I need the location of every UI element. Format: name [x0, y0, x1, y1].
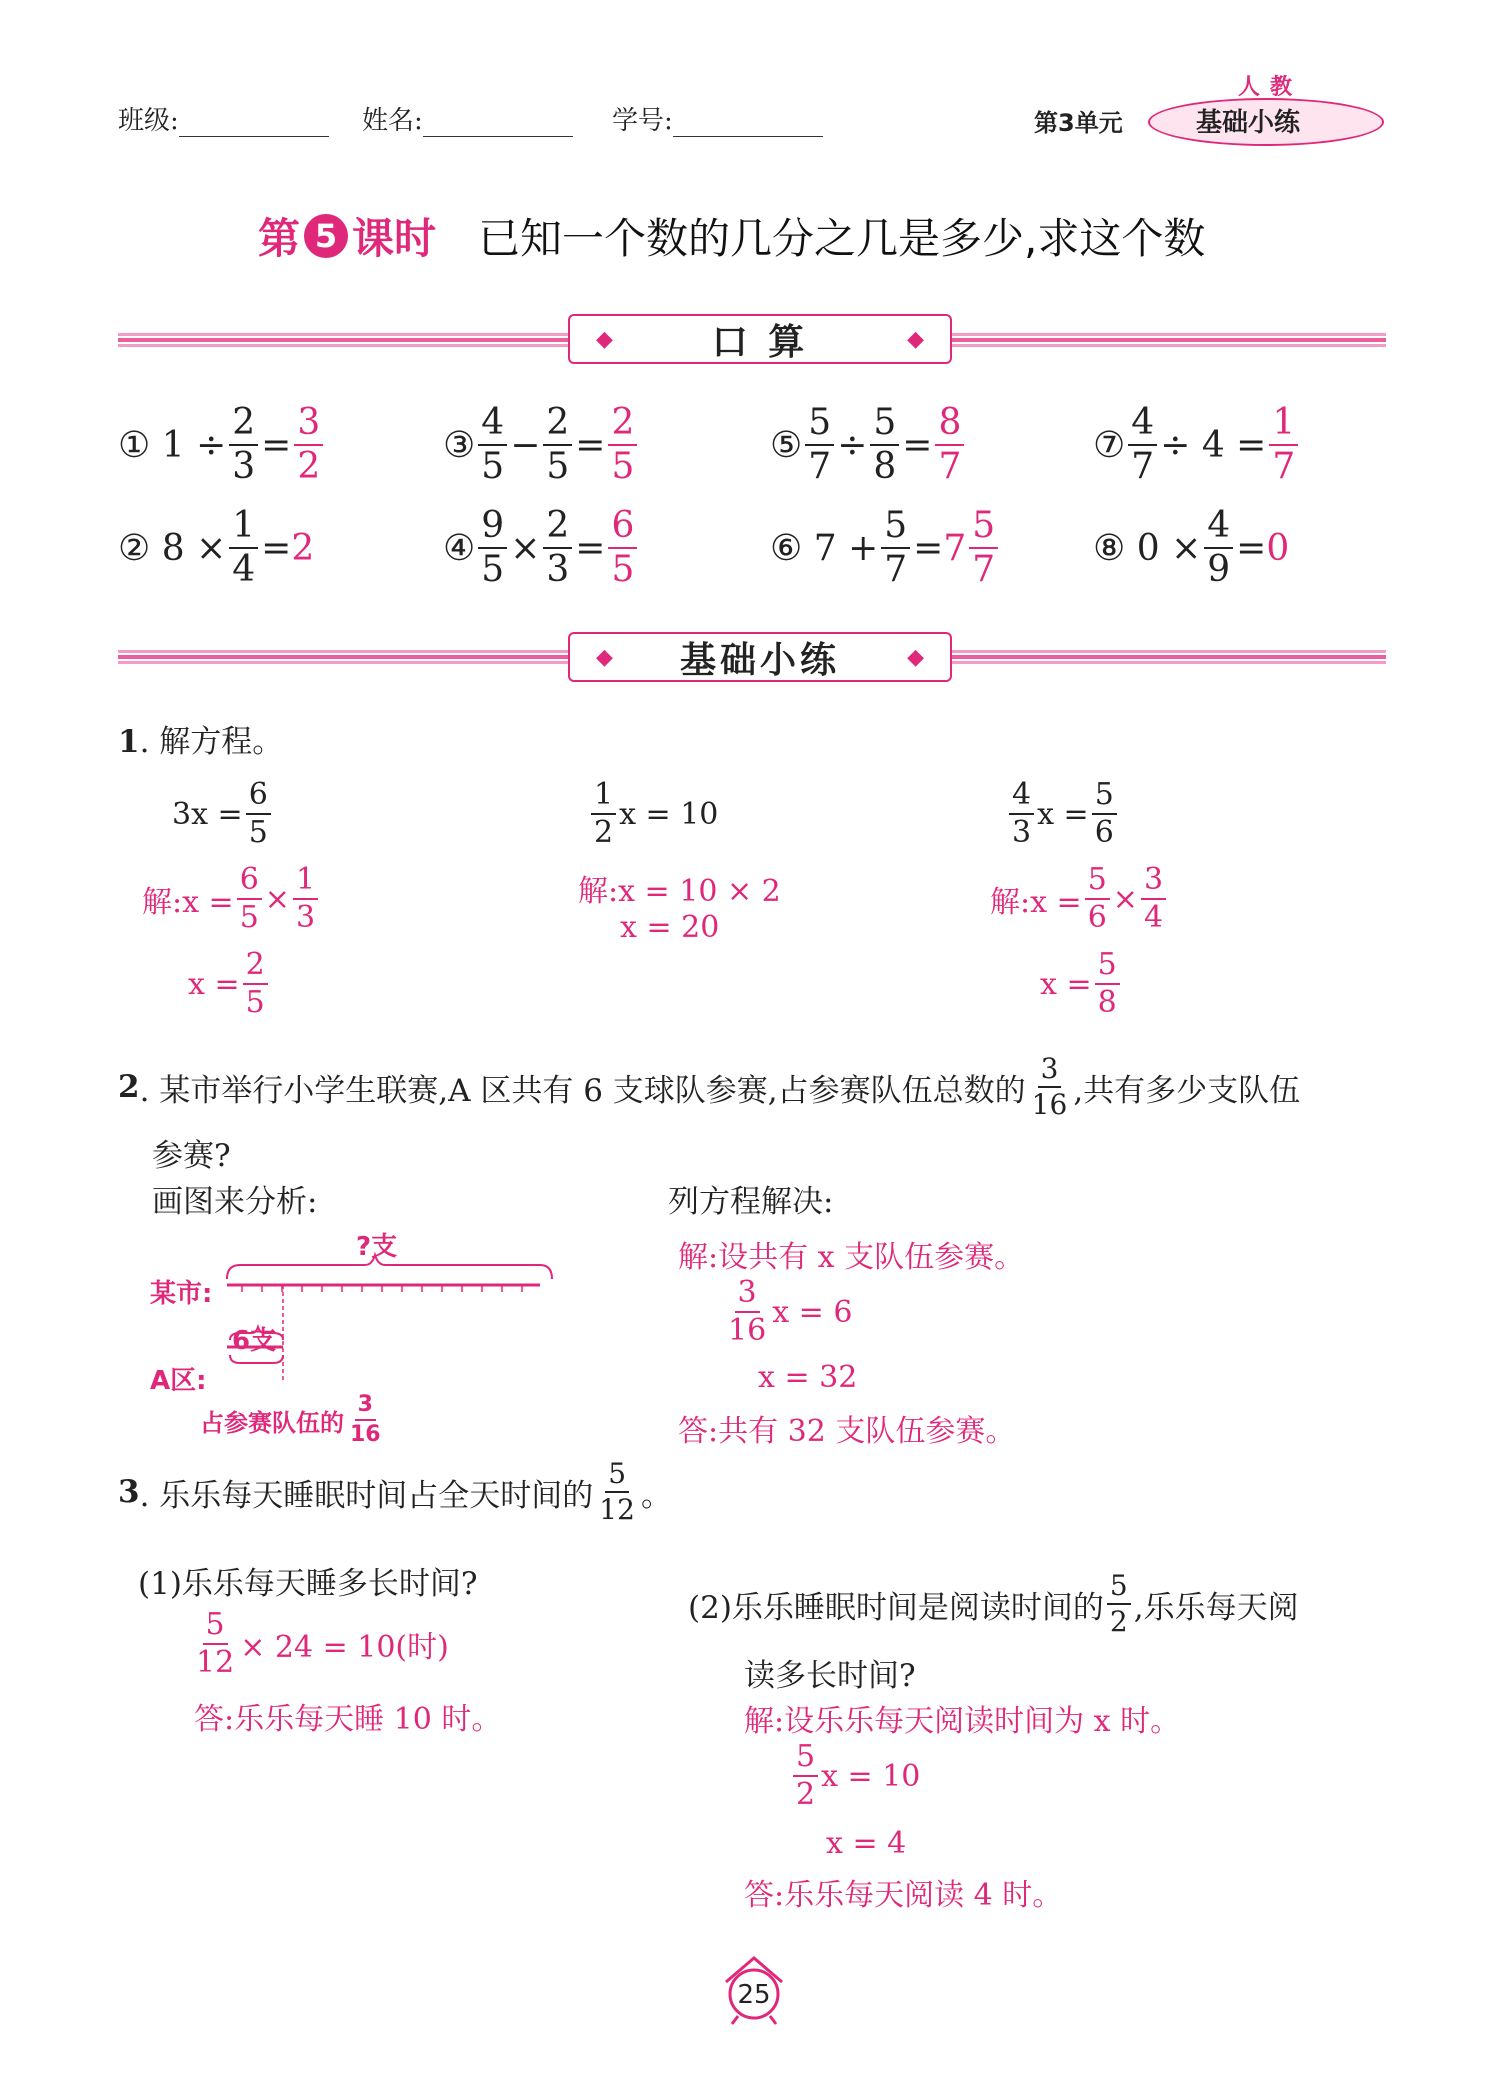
answer: $\frac{2}{5}$	[608, 405, 637, 485]
oral-item-2: ② 8 × $\frac{1}{4}$ = 2	[118, 505, 315, 590]
diamond-icon: ◆	[596, 326, 613, 352]
question-3-part-2: (2)乐乐睡眠时间是阅读时间的 $\frac{5}{2}$ ,乐乐每天阅	[688, 1569, 1299, 1638]
oral-item-4: ④ $\frac{9}{5}$ × $\frac{2}{3}$ = $\frac{6}{5}$	[443, 508, 640, 588]
oral-item-3: ③ $\frac{4}{5}$ − $\frac{2}{5}$ = $\frac{2}{5}$	[443, 405, 640, 485]
answer: $\frac{1}{7}$	[1269, 405, 1298, 485]
q3-part-2-answer: 答:乐乐每天阅读 4 时。	[744, 1878, 1063, 1913]
answer: 2	[291, 527, 315, 569]
equation-3-result: x = $\frac{5}{8}$	[1040, 950, 1123, 1018]
lesson-heading: 第 5 课时 已知一个数的几分之几是多少,求这个数	[258, 206, 1205, 266]
answer: $\frac{5}{7}$	[969, 508, 998, 588]
question-2: 2 . 某市举行小学生联赛,A 区共有 6 支球队参赛,占参赛队伍总数的 $\frac{3}{16}$ ,共有多少支队伍	[118, 1052, 1301, 1121]
section-oral-header: ◆ 口 算 ◆	[568, 314, 952, 364]
answer: 0	[1266, 527, 1290, 569]
q3-part-2-result: x = 4	[826, 1826, 907, 1861]
name-field: 姓名:	[362, 100, 573, 137]
oral-item-5: ⑤ $\frac{5}{7}$ ÷ $\frac{5}{8}$ = $\frac{8}{7}$	[770, 405, 967, 485]
answer: $\frac{8}{7}$	[935, 405, 964, 485]
answer: $\frac{6}{5}$	[608, 508, 637, 588]
q2-solution-setup: 解:设共有 x 支队伍参赛。	[678, 1240, 1025, 1275]
q2-answer: 答:共有 32 支队伍参赛。	[678, 1414, 1016, 1449]
equation-1: 3x = $\frac{6}{5}$	[172, 780, 274, 848]
q3-part-1-answer: 答:乐乐每天睡 10 时。	[194, 1702, 502, 1737]
q3-part-1-equation: $\frac{5}{12}$ × 24 = 10(时)	[196, 1607, 449, 1680]
class-field: 班级:	[118, 100, 329, 137]
q2-solution-equation: $\frac{3}{16}$ x = 6	[728, 1275, 853, 1348]
lesson-title: 已知一个数的几分之几是多少,求这个数	[478, 214, 1206, 263]
oral-item-6: ⑥ 7 + $\frac{5}{7}$ = 7 $\frac{5}{7}$	[770, 508, 1001, 588]
diagram-city-label: 某市:	[150, 1279, 213, 1309]
page-number: 25	[737, 1980, 771, 2010]
question-3: 3 . 乐乐每天睡眠时间占全天时间的 $\frac{5}{12}$ 。	[118, 1457, 672, 1526]
question-3-part-1: (1)乐乐每天睡多长时间?	[138, 1566, 478, 1602]
diagram-total-label: ?支	[356, 1232, 398, 1262]
oral-item-8: ⑧ 0 × $\frac{4}{9}$ = 0	[1093, 505, 1290, 590]
equation-2-result: x = 20	[620, 910, 720, 945]
section-basic-header: ◆ 基础小练 ◆	[568, 632, 952, 682]
q3-part-2-setup: 解:设乐乐每天阅读时间为 x 时。	[744, 1704, 1181, 1739]
diamond-icon: ◆	[907, 644, 924, 670]
diagram-district-label: A区:	[150, 1366, 207, 1396]
question-2-cont: 参赛?	[152, 1138, 231, 1174]
equation-2: $\frac{1}{2}$ x = 10	[588, 780, 718, 848]
student-number-field: 学号:	[612, 100, 823, 137]
oral-item-7: ⑦ $\frac{4}{7}$ ÷ 4 = $\frac{1}{7}$	[1093, 405, 1301, 485]
equation-3-solution: 解:x = $\frac{5}{6}$ × $\frac{3}{4}$	[990, 865, 1169, 933]
equation-2-solution: 解:x = 10 × 2	[578, 874, 781, 909]
equation-1-solution: 解:x = $\frac{6}{5}$ × $\frac{1}{3}$	[142, 865, 321, 933]
question-1: 1. 解方程。	[118, 724, 284, 760]
unit-label: 第3单元	[1034, 109, 1123, 137]
q2-solution-result: x = 32	[758, 1360, 858, 1395]
brand-title: 基础小练	[1196, 108, 1301, 138]
question-3-part-2-cont: 读多长时间?	[744, 1658, 916, 1694]
q3-part-2-equation: $\frac{5}{2}$ x = 10	[790, 1742, 920, 1810]
diagram-part-label: 6支	[232, 1326, 277, 1356]
oral-item-1: ① 1 ÷ $\frac{2}{3}$ = $\frac{3}{2}$	[118, 405, 326, 485]
draw-label: 画图来分析:	[152, 1184, 318, 1220]
answer: $\frac{3}{2}$	[294, 405, 323, 485]
brand-top: 人教	[1238, 75, 1303, 100]
diamond-icon: ◆	[907, 326, 924, 352]
solve-label: 列方程解决:	[668, 1184, 834, 1220]
diagram-share-label: 占参赛队伍的 $\frac{3}{16}$	[200, 1392, 381, 1447]
equation-1-result: x = $\frac{2}{5}$	[188, 950, 271, 1018]
equation-3: $\frac{4}{3}$ x = $\frac{5}{6}$	[1006, 780, 1120, 848]
diamond-icon: ◆	[596, 644, 613, 670]
lesson-number: 5	[304, 214, 348, 258]
